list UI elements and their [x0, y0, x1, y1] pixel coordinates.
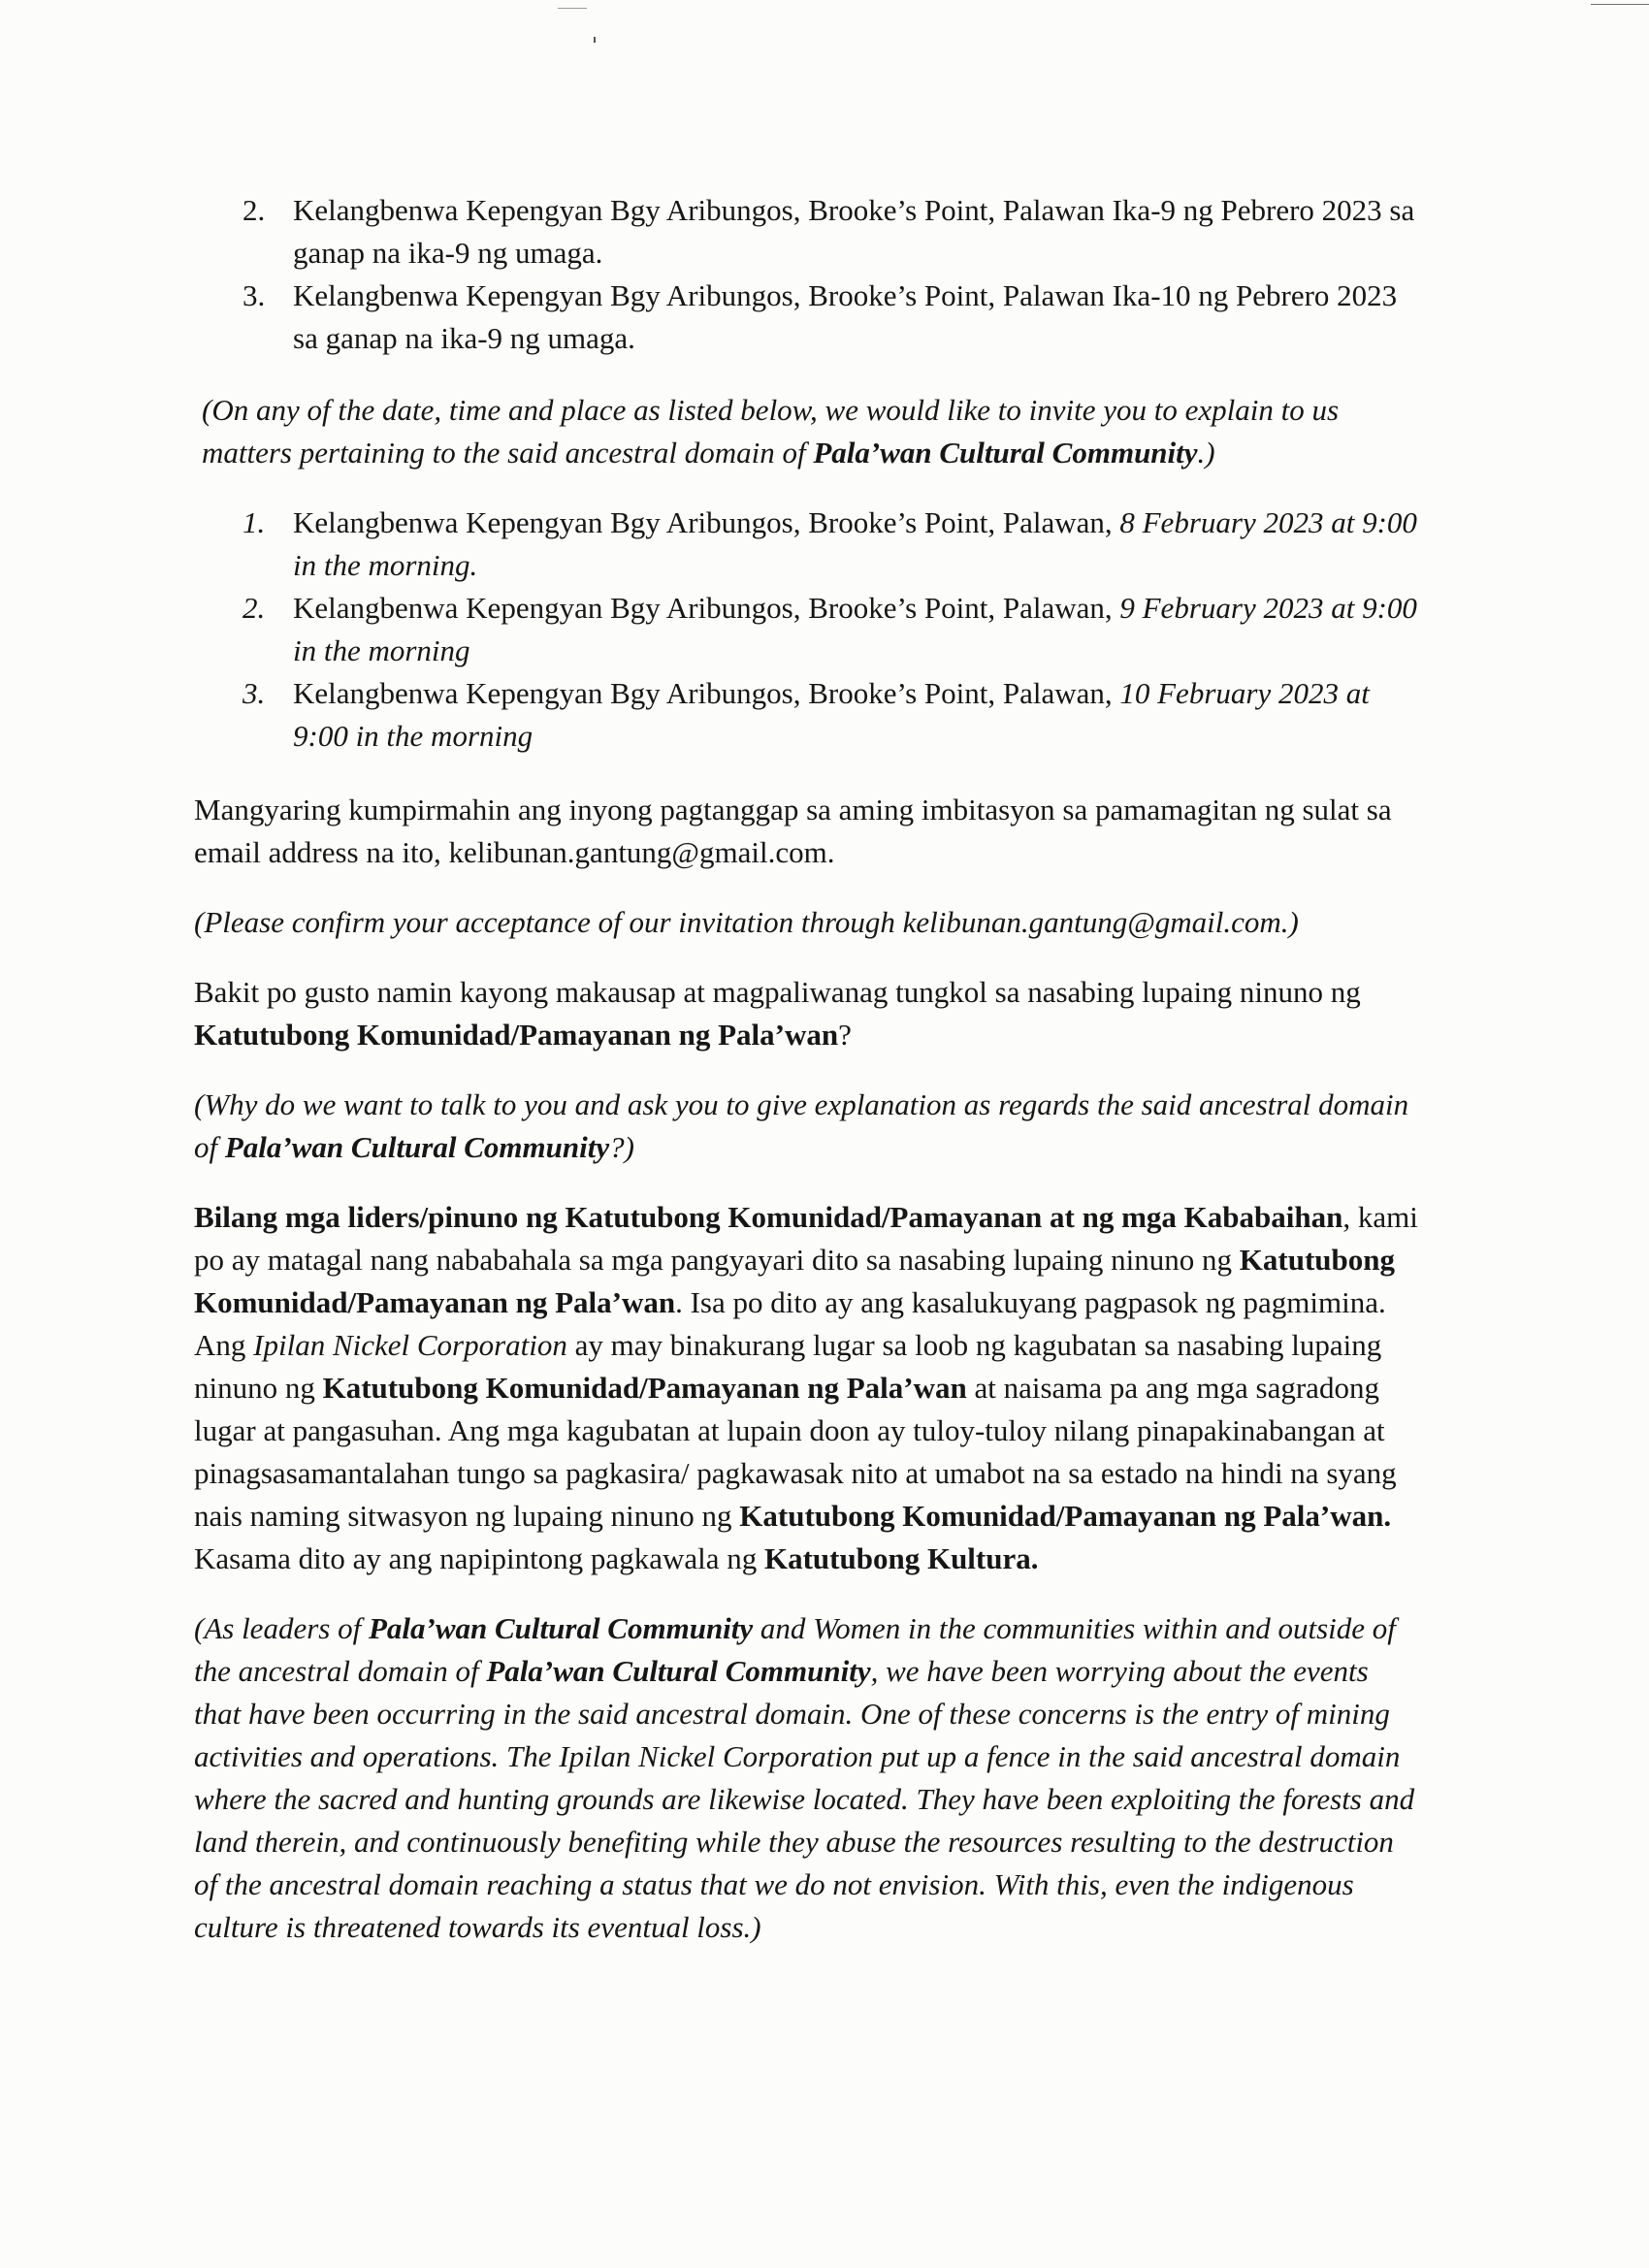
- list-number: 1.: [242, 505, 266, 539]
- confirmation-tagalog: Mangyaring kumpirmahin ang inyong pagtanggap sa aming imbitasyon sa pamamagitan ng sulat sa email address na ito, kelibunan.gantung@gmail.com.: [194, 793, 1392, 869]
- list-item-text: Kelangbenwa Kepengyan Bgy Aribungos, Brooke’s Point, Palawan, 9 February 2023 at 9:00 in the morning: [293, 591, 1417, 667]
- list-number: 3.: [242, 278, 266, 312]
- list-item-text: Kelangbenwa Kepengyan Bgy Aribungos, Brooke’s Point, Palawan Ika-10 ng Pebrero 2023 sa ganap na ika-9 ng umaga.: [293, 278, 1398, 355]
- scan-speck: [594, 37, 596, 43]
- schedule-list-english: [194, 502, 1418, 758]
- statement-tagalog: Bilang mga liders/pinuno ng Katutubong Komunidad/Pamayanan at ng mga Kababaihan, kami po ay matagal nang nababahala sa mga pangyayari dito sa nasabing lupaing ninuno ng Katutubong Komunidad/Pamayanan ng Pala’wan. Isa po dito ay ang kasalukuyang pagpasok ng pagmimina. Ang Ipilan Nickel Corporation ay may binakurang lugar sa loob ng kagubatan sa nasabing lupaing ninuno ng Katutubong Komunidad/Pamayanan ng Pala’wan at naisama pa ang mga sagradong lugar at pangasuhan. Ang mga kagubatan at lupain doon ay tuloy-tuloy nilang pinapakinabangan at pinagsasamantalahan tungo sa pagkasira/ pagkawasak nito at umabot na sa estado na hindi na syang nais naming sitwasyon ng lupaing ninuno ng Katutubong Komunidad/Pamayanan ng Pala’wan. Kasama dito ay ang napipintong pagkawala ng Katutubong Kultura.: [194, 1200, 1418, 1575]
- schedule-list-tagalog: [194, 189, 1418, 360]
- list-item: [194, 672, 1418, 758]
- document-body: [194, 189, 1418, 1949]
- scan-mark-top-right: [1591, 4, 1649, 5]
- list-item: [194, 502, 1418, 587]
- question-english: (Why do we want to talk to you and ask you to give explanation as regards the said ancestral domain of Pala’wan Cultural Community?): [194, 1087, 1409, 1164]
- list-item: [194, 189, 1418, 275]
- list-number: 2.: [242, 591, 266, 625]
- invitation-english: (On any of the date, time and place as listed below, we would like to invite you to explain to us matters pertaining to the said ancestral domain of Pala’wan Cultural Community.): [202, 393, 1340, 470]
- list-item: [194, 587, 1418, 672]
- list-item-text: Kelangbenwa Kepengyan Bgy Aribungos, Brooke’s Point, Palawan Ika-9 ng Pebrero 2023 sa ganap na ika-9 ng umaga.: [293, 193, 1415, 270]
- question-tagalog: Bakit po gusto namin kayong makausap at magpaliwanag tungkol sa nasabing lupaing ninuno ng Katutubong Komunidad/Pamayanan ng Pala’wan?: [194, 975, 1361, 1052]
- list-number: 3.: [242, 676, 266, 710]
- list-item-text: Kelangbenwa Kepengyan Bgy Aribungos, Brooke’s Point, Palawan, 10 February 2023 at 9:00 in the morning: [293, 676, 1370, 753]
- list-number: 2.: [242, 193, 266, 227]
- confirmation-english: (Please confirm your acceptance of our invitation through kelibunan.gantung@gmail.com.): [194, 905, 1299, 939]
- list-item-text: Kelangbenwa Kepengyan Bgy Aribungos, Brooke’s Point, Palawan, 8 February 2023 at 9:00 in the morning.: [293, 505, 1417, 582]
- scan-mark-top: [558, 8, 587, 9]
- list-item: [194, 275, 1418, 360]
- statement-english: (As leaders of Pala’wan Cultural Community and Women in the communities within and outside of the ancestral domain of Pala’wan Cultural Community, we have been worrying about the events that have been occurring in the said ancestral domain. One of these concerns is the entry of mining activities and operations. The Ipilan Nickel Corporation put up a fence in the said ancestral domain where the sacred and hunting grounds are likewise located. They have been exploiting the forests and land therein, and continuously benefiting while they abuse the resources resulting to the destruction of the ancestral domain reaching a status that we do not envision. With this, even the indigenous culture is threatened towards its eventual loss.): [194, 1611, 1415, 1944]
